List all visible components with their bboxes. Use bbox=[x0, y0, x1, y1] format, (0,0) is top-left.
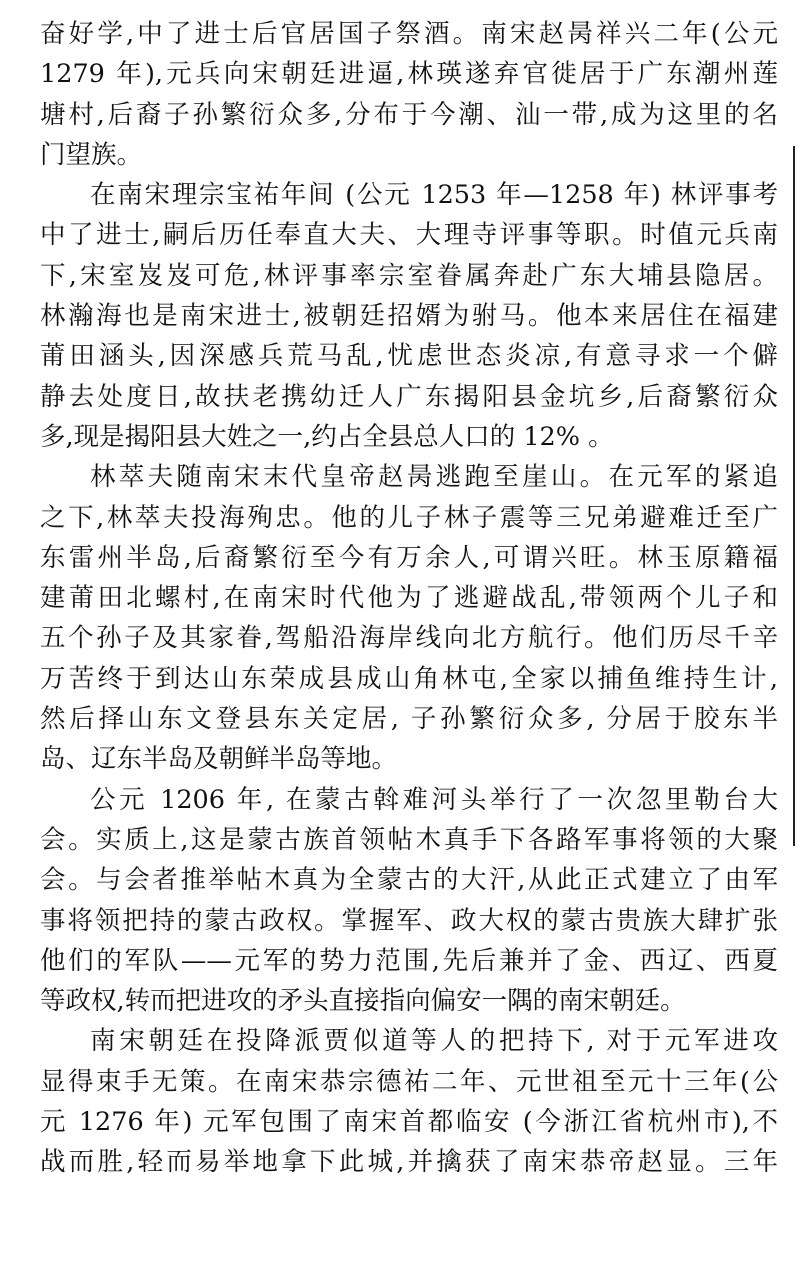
text-line: 林萃夫随南宋末代皇帝赵昺逃跑至崖山。在元军的紧追 bbox=[90, 462, 778, 493]
text-line: 等政权,转而把进攻的矛头直接指向偏安一隅的南宋朝廷。 bbox=[40, 986, 686, 1017]
text-line: 建莆田北螺村,在南宋时代他为了逃避战乱,带领两个儿子和 bbox=[40, 583, 778, 614]
text-line: 元 1276 年) 元军包围了南宋首都临安 (今浙江省杭州市),不 bbox=[40, 1107, 778, 1138]
text-line: 在南宋理宗宝祐年间 (公元 1253 年—1258 年) 林评事考 bbox=[90, 180, 778, 211]
text-line: 然后择山东文登县东关定居, 子孙繁衍众多, 分居于胶东半 bbox=[40, 704, 778, 735]
text-line: 莆田涵头,因深感兵荒马乱,忧虑世态炎凉,有意寻求一个僻 bbox=[40, 341, 778, 372]
text-line: 会。与会者推举帖木真为全蒙古的大汗,从此正式建立了由军 bbox=[40, 865, 778, 896]
text-line: 南宋朝廷在投降派贾似道等人的把持下, 对于元军进攻 bbox=[90, 1026, 778, 1057]
paragraph-3 bbox=[40, 457, 778, 779]
text-line: 下,宋室岌岌可危,林评事率宗室眷属奔赴广东大埔县隐居。 bbox=[40, 260, 778, 291]
text-line: 门望族。 bbox=[40, 139, 143, 170]
text-line: 1279 年),元兵向宋朝廷进逼,林瑛遂弃官徙居于广东潮州莲 bbox=[40, 59, 778, 90]
text-line: 战而胜,轻而易举地拿下此城,并擒获了南宋恭帝赵显。三年 bbox=[40, 1147, 778, 1178]
text-line: 静去处度日,故扶老携幼迁人广东揭阳县金坑乡,后裔繁衍众 bbox=[40, 381, 778, 412]
paragraph-4 bbox=[40, 780, 778, 1022]
text-line: 塘村,后裔子孙繁衍众多,分布于今潮、汕一带,成为这里的名 bbox=[40, 99, 778, 130]
text-line: 会。实质上,这是蒙古族首领帖木真手下各路军事将领的大聚 bbox=[40, 824, 778, 855]
paragraph-5 bbox=[40, 1021, 778, 1182]
text-line: 之下,林萃夫投海殉忠。他的儿子林子震等三兄弟避难迁至广 bbox=[40, 502, 778, 533]
text-line: 显得束手无策。在南宋恭宗德祐二年、元世祖至元十三年(公 bbox=[40, 1066, 778, 1097]
paragraph-2 bbox=[40, 175, 778, 457]
text-line: 万苦终于到达山东荣成县成山角林屯,全家以捕鱼维持生计, bbox=[40, 663, 778, 694]
text-line: 多,现是揭阳县大姓之一,约占全县总人口的 12% 。 bbox=[40, 421, 614, 452]
text-line: 事将领把持的蒙古政权。掌握军、政大权的蒙古贵族大肆扩张 bbox=[40, 905, 778, 936]
paragraph-1 bbox=[40, 14, 778, 175]
body-text bbox=[40, 14, 778, 1183]
page-edge-line bbox=[793, 146, 795, 846]
text-line: 林瀚海也是南宋进士,被朝廷招婿为驸马。他本来居住在福建 bbox=[40, 301, 778, 332]
text-line: 五个孙子及其家眷,驾船沿海岸线向北方航行。他们历尽千辛 bbox=[40, 623, 778, 654]
text-line: 中了进士,嗣后历任奉直大夫、大理寺评事等职。时值元兵南 bbox=[40, 220, 778, 251]
text-line: 他们的军队——元军的势力范围,先后兼并了金、西辽、西夏 bbox=[40, 945, 778, 976]
text-line: 公元 1206 年, 在蒙古斡难河头举行了一次忽里勒台大 bbox=[90, 784, 778, 815]
text-line: 岛、辽东半岛及朝鲜半岛等地。 bbox=[40, 744, 398, 775]
text-line: 奋好学,中了进士后官居国子祭酒。南宋赵昺祥兴二年(公元 bbox=[40, 19, 778, 49]
text-line: 东雷州半岛,后裔繁衍至今有万余人,可谓兴旺。林玉原籍福 bbox=[40, 542, 778, 573]
